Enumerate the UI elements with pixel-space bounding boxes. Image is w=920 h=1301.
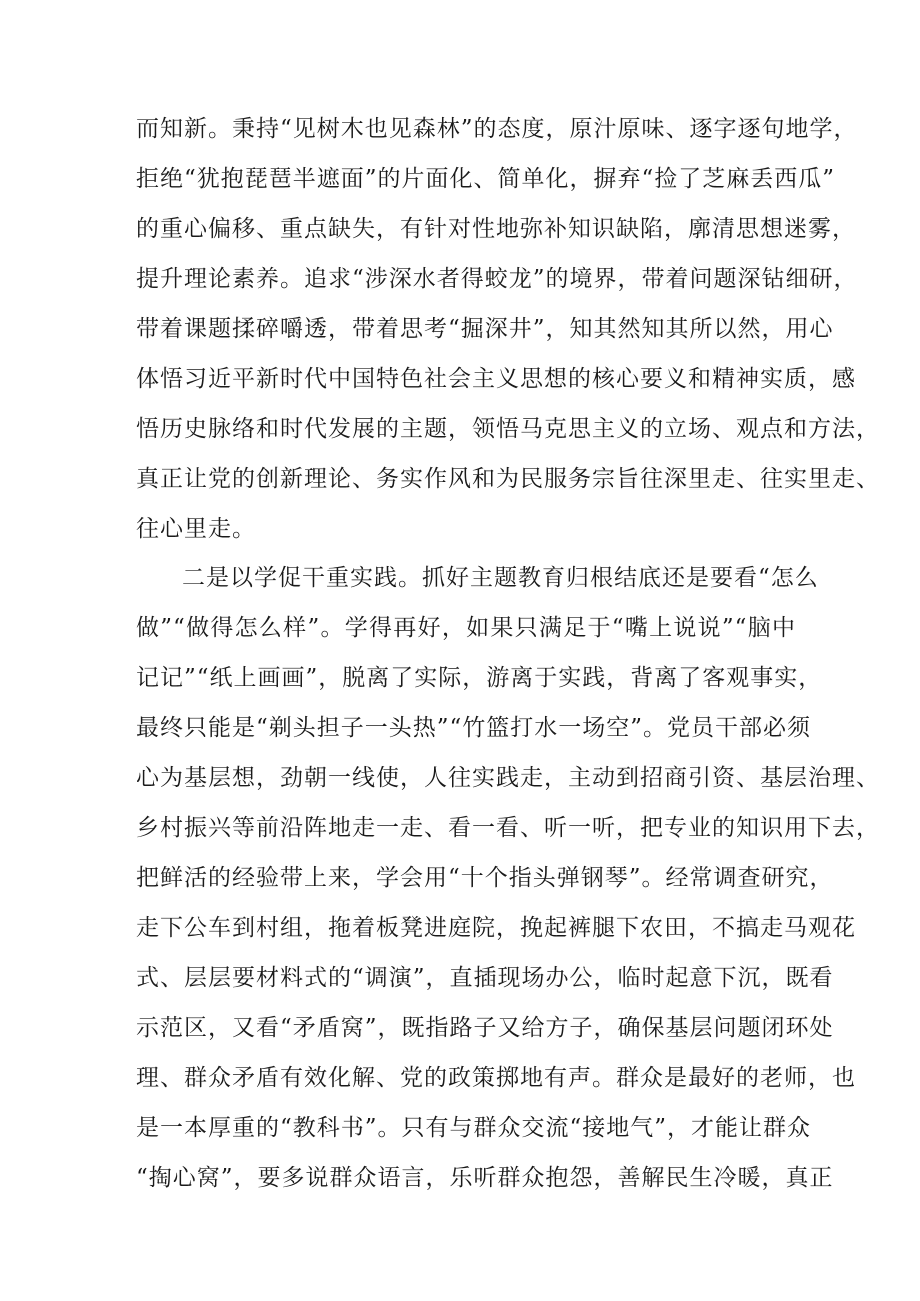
text-line: 最终只能是“剃头担子一头热”“竹篮打水一场空”。党员干部必须 bbox=[136, 715, 812, 741]
text-line: “掏心窝”，要多说群众语言，乐听群众抱怨，善解民生冷暖，真正 bbox=[136, 1165, 834, 1191]
text-line: 做”“做得怎么样”。学得再好，如果只满足于“嘴上说说”“脑中 bbox=[136, 615, 796, 641]
text-line: 提升理论素养。追求“涉深水者得蛟龙”的境界，带着问题深钻细研， bbox=[136, 266, 858, 292]
text-line: 带着课题揉碎嚼透，带着思考“掘深井”，知其然知其所以然，用心 bbox=[136, 316, 834, 342]
text-line: 的重心偏移、重点缺失，有针对性地弥补知识缺陷，廓清思想迷雾， bbox=[136, 216, 856, 242]
text-line: 式、层层要材料式的“调演”，直插现场办公，临时起意下沉，既看 bbox=[136, 965, 834, 991]
text-line: 乡村振兴等前沿阵地走一走、看一看、听一听，把专业的知识用下去， bbox=[136, 815, 880, 841]
text-line: 示范区，又看“矛盾窝”，既指路子又给方子，确保基层问题闭环处 bbox=[136, 1015, 834, 1041]
paragraph-1 bbox=[136, 104, 880, 554]
text-line: 拒绝“犹抱琵琶半遮面”的片面化、简单化，摒弃“捡了芝麻丢西瓜” bbox=[136, 166, 836, 192]
text-line: 二是以学促干重实践。抓好主题教育归根结底还是要看“怎么 bbox=[182, 565, 819, 591]
text-line: 而知新。秉持“见树木也见森林”的态度，原汁原味、逐字逐句地学， bbox=[136, 116, 858, 142]
text-line: 把鲜活的经验带上来，学会用“十个指头弹钢琴”。经常调查研究， bbox=[136, 865, 834, 891]
text-line: 记记”“纸上画画”，脱离了实际，游离于实践，背离了客观事实， bbox=[136, 665, 823, 691]
text-line: 是一本厚重的“教科书”。只有与群众交流“接地气”，才能让群众 bbox=[136, 1115, 812, 1141]
text-line: 往心里走。 bbox=[136, 516, 256, 542]
text-line: 悟历史脉络和时代发展的主题，领悟马克思主义的立场、观点和方法， bbox=[136, 416, 880, 442]
text-line: 心为基层想，劲朝一线使，人往实践走，主动到招商引资、基层治理、 bbox=[136, 765, 880, 791]
text-line: 理、群众矛盾有效化解、党的政策掷地有声。群众是最好的老师，也 bbox=[136, 1065, 856, 1091]
text-line: 真正让党的创新理论、务实作风和为民服务宗旨往深里走、往实里走、 bbox=[136, 466, 880, 492]
text-line: 体悟习近平新时代中国特色社会主义思想的核心要义和精神实质，感 bbox=[136, 366, 856, 392]
text-line: 走下公车到村组，拖着板凳进庭院，挽起裤腿下农田，不搞走马观花 bbox=[136, 915, 856, 941]
paragraph-2 bbox=[136, 553, 880, 1203]
